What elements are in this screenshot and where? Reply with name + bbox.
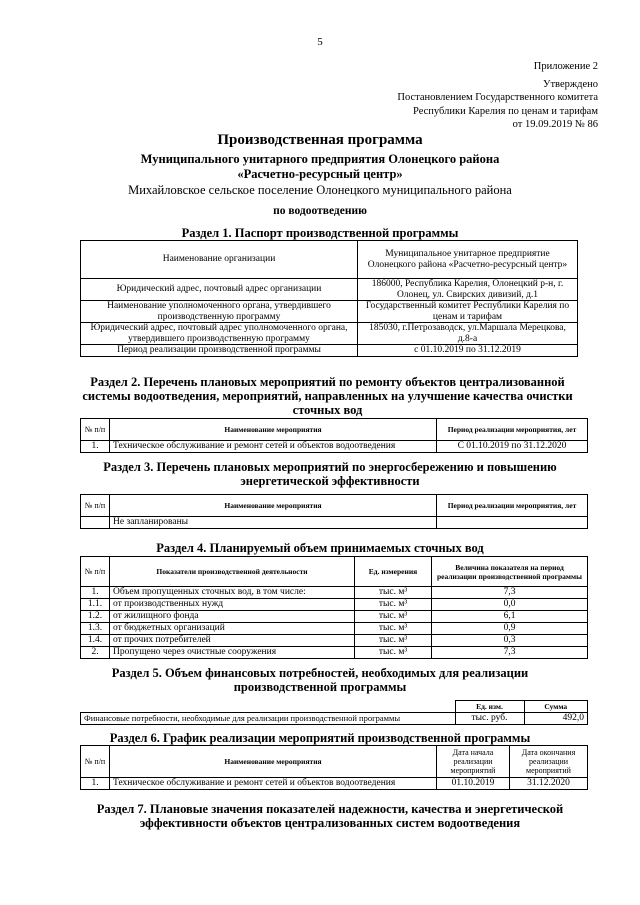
- table-row: [81, 517, 588, 529]
- row-number: 1.2.: [81, 611, 110, 623]
- scope-line: по водоотведению: [273, 205, 367, 217]
- indicator-value: 7,3: [432, 587, 588, 599]
- financial-table: [80, 700, 588, 725]
- indicator-value: 0,9: [432, 623, 588, 635]
- financial-unit: тыс. руб.: [455, 713, 524, 725]
- passport-value: Государственный комитет Республики Карелия по ценам и тарифам: [358, 301, 578, 323]
- passport-table: [80, 240, 578, 357]
- column-header: Величина показателя на период реализации производственной программы: [432, 557, 588, 587]
- table-row: [81, 323, 578, 345]
- indicator-name: от бюджетных организаций: [110, 623, 355, 635]
- section4-title: Раздел 4. Планируемый объем принимаемых сточных вод: [156, 541, 484, 555]
- indicator-unit: тыс. м³: [355, 587, 432, 599]
- column-header: Ед. изм.: [455, 701, 524, 713]
- organization-line-2: «Расчетно-ресурсный центр»: [237, 167, 403, 181]
- passport-value: 185030, г.Петрозаводск, ул.Маршала Мерецкова, д.8-а: [358, 323, 578, 345]
- indicator-unit: тыс. м³: [355, 647, 432, 659]
- indicator-unit: тыс. м³: [355, 635, 432, 647]
- section7-title: Раздел 7. Плановые значения показателей надежности, качества и энергетической эффективности объектов централизованных систем водоотведения: [96, 802, 564, 830]
- settlement-line: Михайловское сельское поселение Олонецкого муниципального района: [128, 183, 512, 197]
- indicator-value: 0,3: [432, 635, 588, 647]
- table-row: [81, 441, 588, 453]
- column-header: Наименование мероприятия: [110, 419, 437, 441]
- column-header: № п/п: [81, 495, 110, 517]
- financial-sum: 492,0: [524, 713, 588, 725]
- approval-committee: Республики Карелия по ценам и тарифам: [413, 105, 598, 117]
- indicator-name: от производственных нужд: [110, 599, 355, 611]
- passport-label: Период реализации производственной программы: [81, 345, 358, 357]
- row-number: 1.: [81, 441, 110, 453]
- end-date: 31.12.2020: [510, 778, 588, 790]
- row-number: 1.1.: [81, 599, 110, 611]
- indicator-name: Объем пропущенных сточных вод, в том числе:: [110, 587, 355, 599]
- measure-name: Не запланированы: [110, 517, 437, 529]
- column-header: Ед. измерения: [355, 557, 432, 587]
- indicator-name: Пропущено через очистные сооружения: [110, 647, 355, 659]
- table-header-row: [81, 701, 588, 713]
- indicator-value: 0,0: [432, 599, 588, 611]
- section2-title: Раздел 2. Перечень плановых мероприятий по ремонту объектов централизованной системы водоотведения, мероприятий, направленных на улучшение качества очистки сточных вод: [82, 375, 573, 417]
- measure-name: Техническое обслуживание и ремонт сетей и объектов водоотведения: [110, 778, 437, 790]
- indicator-value: 6,1: [432, 611, 588, 623]
- passport-label: Наименование организации: [81, 241, 358, 279]
- passport-label: Наименование уполномоченного органа, утвердившего производственную программу: [81, 301, 358, 323]
- indicator-value: 7,3: [432, 647, 588, 659]
- document-title: Производственная программа: [217, 132, 423, 148]
- section5-title: Раздел 5. Объем финансовых потребностей, необходимых для реализации производственной программы: [111, 666, 529, 694]
- row-number: 1.: [81, 587, 110, 599]
- table-row: [81, 778, 588, 790]
- indicator-name: от прочих потребителей: [110, 635, 355, 647]
- section1-title: Раздел 1. Паспорт производственной программы: [181, 226, 459, 240]
- row-number: 1.4.: [81, 635, 110, 647]
- passport-value: с 01.10.2019 по 31.12.2019: [358, 345, 578, 357]
- column-header: Сумма: [524, 701, 588, 713]
- energy-measures-table: [80, 494, 588, 529]
- column-header: № п/п: [81, 746, 110, 778]
- indicator-name: от жилищного фонда: [110, 611, 355, 623]
- schedule-table: [80, 745, 588, 790]
- column-header: Дата начала реализации мероприятий: [437, 746, 510, 778]
- column-header: Наименование мероприятия: [110, 495, 437, 517]
- passport-value: 186000, Республика Карелия, Олонецкий р-н, г. Олонец, ул. Свирских дивизий, д.1: [358, 279, 578, 301]
- table-row: [81, 647, 588, 659]
- indicator-unit: тыс. м³: [355, 623, 432, 635]
- indicator-unit: тыс. м³: [355, 599, 432, 611]
- section3-title: Раздел 3. Перечень плановых мероприятий по энергосбережению и повышению энергетической эффективности: [103, 460, 557, 488]
- column-header: № п/п: [81, 557, 110, 587]
- wastewater-volume-table: [80, 556, 588, 659]
- column-header: Наименование мероприятия: [110, 746, 437, 778]
- column-header: Период реализации мероприятия, лет: [437, 495, 588, 517]
- column-header: Показатели производственной деятельности: [110, 557, 355, 587]
- table-row: [81, 623, 588, 635]
- organization-heading: [0, 152, 640, 182]
- financial-need-label: Финансовые потребности, необходимые для реализации производственной программы: [81, 713, 456, 725]
- table-header-row: [81, 495, 588, 517]
- table-row: [81, 587, 588, 599]
- start-date: 01.10.2019: [437, 778, 510, 790]
- table-row: [81, 635, 588, 647]
- measure-name: Техническое обслуживание и ремонт сетей и объектов водоотведения: [110, 441, 437, 453]
- passport-label: Юридический адрес, почтовый адрес уполномоченного органа, утвердившего производственную программу: [81, 323, 358, 345]
- repair-measures-table: [80, 418, 588, 453]
- table-row: [81, 611, 588, 623]
- table-row: [81, 599, 588, 611]
- column-header: № п/п: [81, 419, 110, 441]
- column-header: Дата окончания реализации мероприятий: [510, 746, 588, 778]
- section6-title: Раздел 6. График реализации мероприятий производственной программы: [109, 731, 531, 745]
- passport-value: Муниципальное унитарное предприятие Олонецкого района «Расчетно-ресурсный центр»: [358, 241, 578, 279]
- table-row: [81, 713, 588, 725]
- organization-line-1: Муниципального унитарного предприятия Олонецкого района: [140, 152, 500, 166]
- table-header-row: [81, 746, 588, 778]
- row-number: 1.: [81, 778, 110, 790]
- measure-period: С 01.10.2019 по 31.12.2020: [437, 441, 588, 453]
- appendix-label: Приложение 2: [533, 61, 598, 72]
- passport-label: Юридический адрес, почтовый адрес организации: [81, 279, 358, 301]
- approval-date: от 19.09.2019 № 86: [512, 119, 598, 130]
- page-number: 5: [317, 36, 323, 48]
- approval-block: [397, 60, 598, 132]
- approval-resolution: Постановлением Государственного комитета: [397, 92, 598, 103]
- measure-period: [437, 517, 588, 529]
- table-row: [81, 241, 578, 279]
- approved-label: Утверждено: [543, 78, 598, 90]
- row-number: 1.3.: [81, 623, 110, 635]
- table-row: [81, 301, 578, 323]
- indicator-unit: тыс. м³: [355, 611, 432, 623]
- table-row: [81, 279, 578, 301]
- table-header-row: [81, 557, 588, 587]
- column-header: Период реализации мероприятия, лет: [437, 419, 588, 441]
- row-number: 2.: [81, 647, 110, 659]
- row-number: [81, 517, 110, 529]
- table-header-row: [81, 419, 588, 441]
- table-row: [81, 345, 578, 357]
